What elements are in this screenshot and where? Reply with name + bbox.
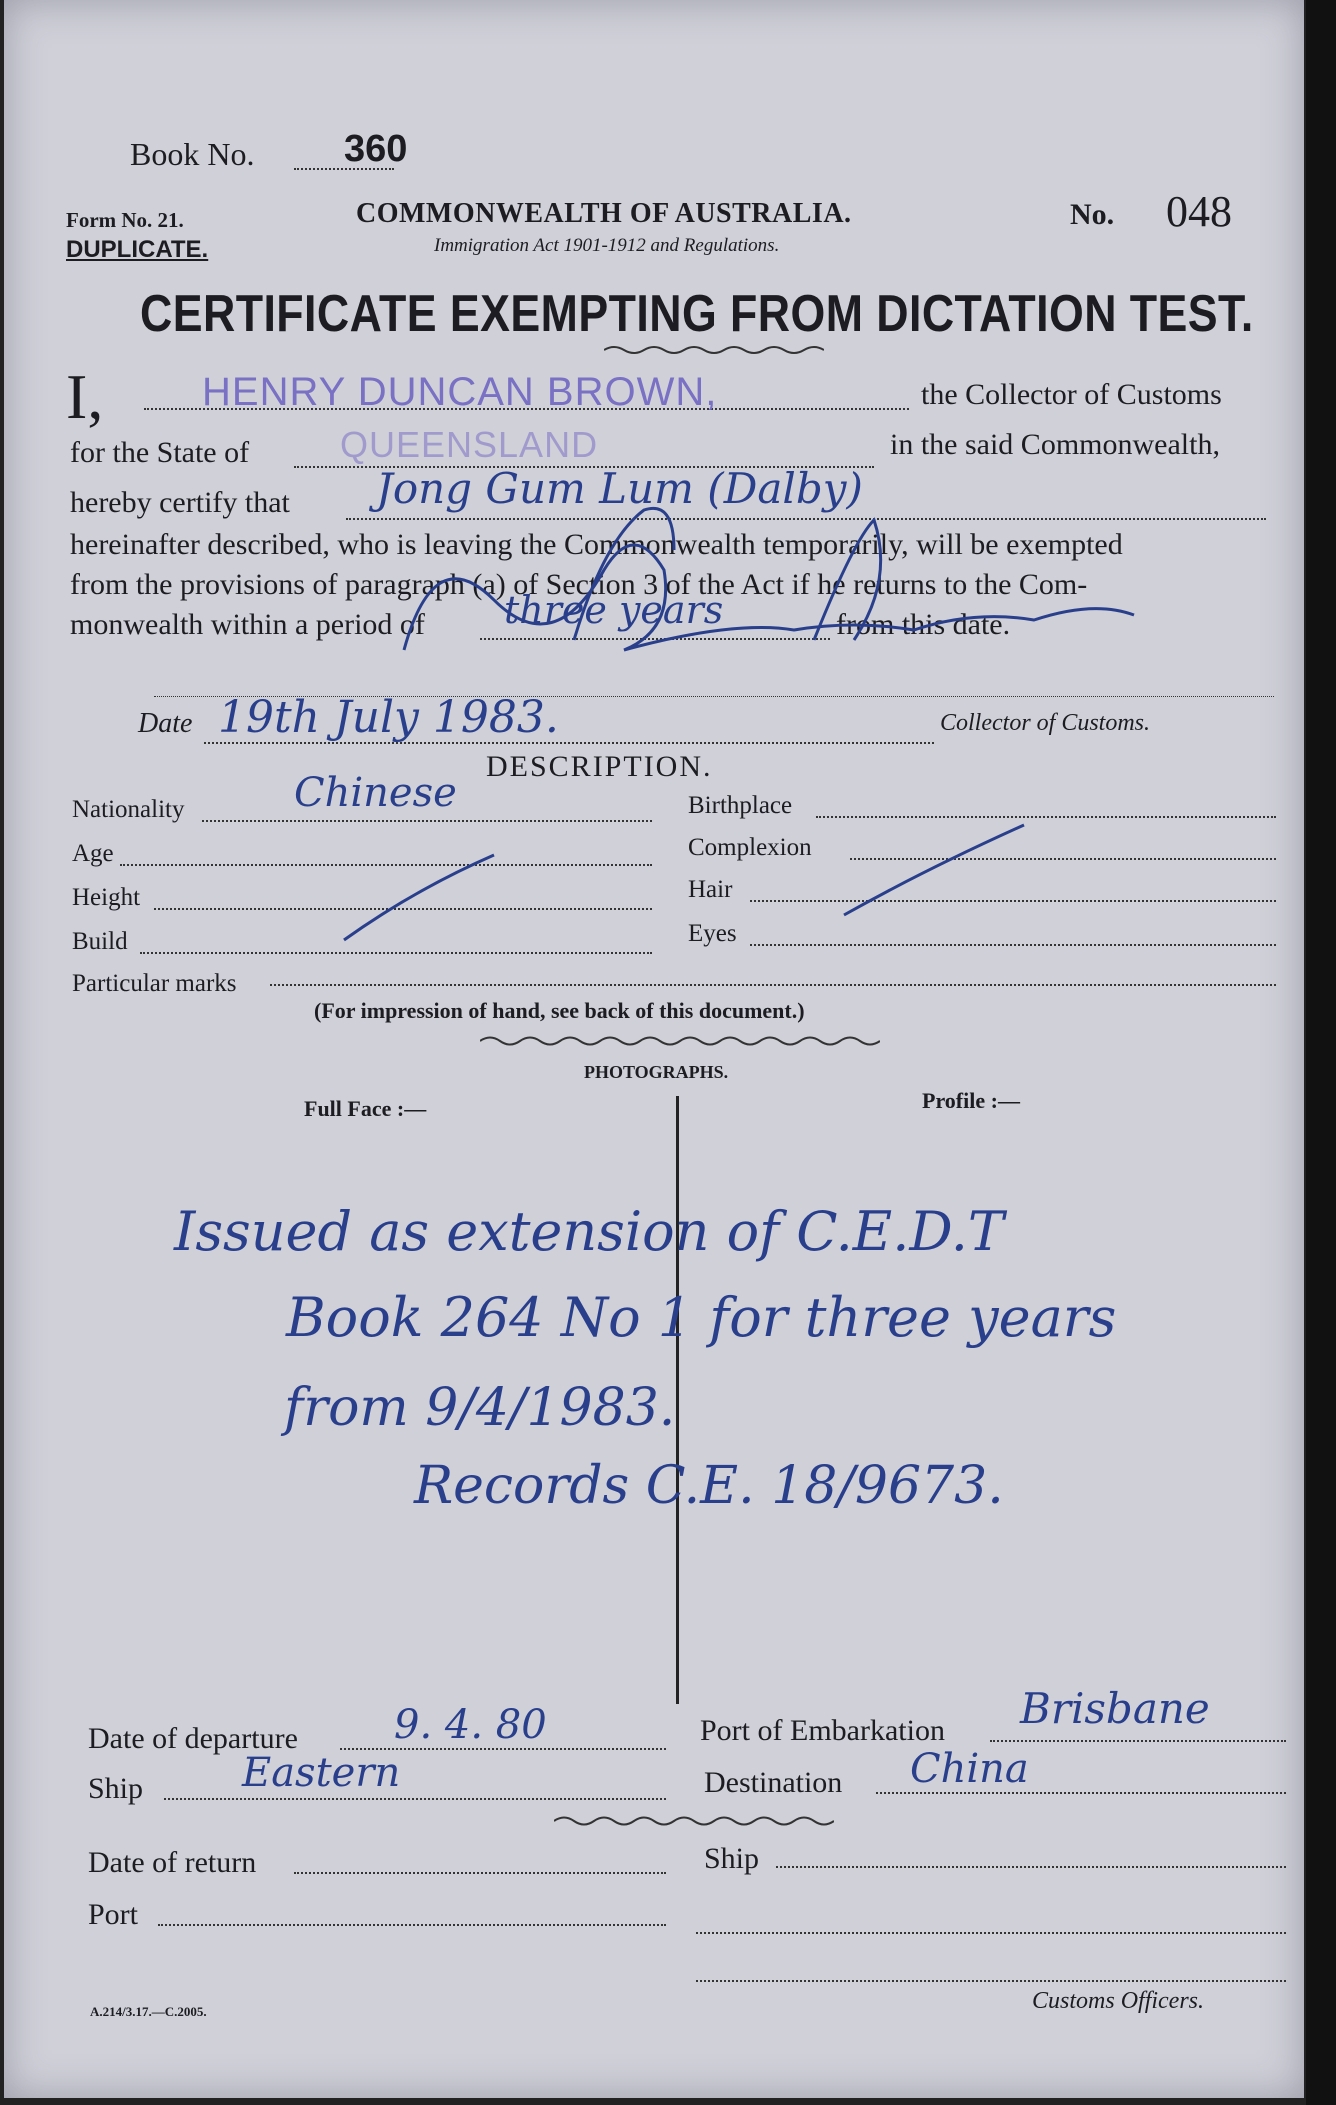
ship2-line xyxy=(776,1866,1286,1868)
scan-edge xyxy=(1306,0,1336,2105)
commonwealth-heading: COMMONWEALTH OF AUSTRALIA. xyxy=(356,198,852,229)
collector-name-stamp: HENRY DUNCAN BROWN, xyxy=(202,370,718,414)
no-label: No. xyxy=(1070,198,1115,231)
print-code: A.214/3.17.—C.2005. xyxy=(90,2004,207,2019)
description-dash-stroke-left xyxy=(334,850,504,950)
birthplace-label: Birthplace xyxy=(688,792,793,819)
collector-title: Collector of Customs. xyxy=(940,710,1151,736)
age-label: Age xyxy=(72,840,114,867)
cert-line-6b: from this date. xyxy=(836,608,1011,641)
certificate-document xyxy=(4,0,1304,2098)
travel-ornament xyxy=(554,1814,834,1828)
return-date-line xyxy=(294,1872,666,1874)
destination-value: China xyxy=(910,1746,1029,1792)
note-line-3: from 9/4/1983. xyxy=(284,1378,676,1438)
destination-line xyxy=(876,1792,1286,1794)
embarkation-label: Port of Embarkation xyxy=(700,1714,945,1747)
full-face-label: Full Face :— xyxy=(304,1096,427,1121)
port-label: Port xyxy=(88,1898,139,1931)
height-label: Height xyxy=(72,884,141,911)
particular-marks-line xyxy=(270,984,1276,986)
photographs-heading: PHOTOGRAPHS. xyxy=(584,1062,729,1082)
embarkation-line xyxy=(990,1740,1286,1742)
birthplace-line xyxy=(816,816,1276,818)
officer-line-1 xyxy=(696,1932,1286,1934)
book-number: 360 xyxy=(344,128,408,170)
period-value: three years xyxy=(504,588,724,632)
collector-of-customs-text: the Collector of Customs xyxy=(921,378,1222,411)
build-line xyxy=(140,952,652,954)
act-reference: Immigration Act 1901-1912 and Regulations. xyxy=(434,235,780,256)
certificate-number: 048 xyxy=(1166,187,1232,236)
departure-value: 9. 4. 80 xyxy=(394,1702,547,1748)
hand-note-ornament xyxy=(480,1034,880,1048)
port-line xyxy=(158,1924,666,1926)
ship-line xyxy=(164,1798,666,1800)
date-value: 19th July 1983. xyxy=(218,692,559,743)
nationality-line xyxy=(202,820,652,822)
i-pronoun: I, xyxy=(66,361,104,432)
ship-label: Ship xyxy=(88,1772,144,1805)
eyes-line xyxy=(750,944,1276,946)
cert-line-5: from the provisions of paragraph (a) of Section 3 of the Act if he returns to the Com- xyxy=(70,568,1088,601)
eyes-label: Eyes xyxy=(688,920,737,947)
embarkation-value: Brisbane xyxy=(1020,1684,1210,1733)
collector-signature xyxy=(374,480,1154,700)
duplicate-label: DUPLICATE. xyxy=(66,236,209,263)
departure-label: Date of departure xyxy=(88,1722,298,1755)
said-commonwealth-text: in the said Commonwealth, xyxy=(890,428,1220,461)
profile-label: Profile :— xyxy=(922,1088,1020,1113)
complexion-label: Complexion xyxy=(688,834,812,861)
title-underline-ornament xyxy=(604,344,824,356)
hand-impression-note: (For impression of hand, see back of this document.) xyxy=(314,998,805,1023)
customs-officers-label: Customs Officers. xyxy=(1032,1988,1205,2014)
note-line-4: Records C.E. 18/9673. xyxy=(414,1456,1004,1516)
build-label: Build xyxy=(72,928,128,955)
officer-line-2 xyxy=(696,1980,1286,1982)
cert-line-4: hereinafter described, who is leaving the Commonwealth temporarily, will be exempted xyxy=(70,528,1123,561)
return-date-label: Date of return xyxy=(88,1846,257,1879)
nationality-value: Chinese xyxy=(294,770,457,816)
state-stamp: QUEENSLAND xyxy=(340,424,599,465)
description-heading: DESCRIPTION. xyxy=(486,750,713,783)
document-title: CERTIFICATE EXEMPTING FROM DICTATION TEST. xyxy=(140,285,1254,343)
certify-label: hereby certify that xyxy=(70,486,290,519)
ship-value: Eastern xyxy=(242,1750,401,1796)
form-number: Form No. 21. xyxy=(66,208,184,232)
person-name: Jong Gum Lum (Dalby) xyxy=(376,464,863,513)
note-line-2: Book 264 No 1 for three years xyxy=(286,1286,1117,1349)
book-label: Book No. xyxy=(130,136,255,172)
hair-label: Hair xyxy=(688,876,733,903)
description-dash-stroke-right xyxy=(834,820,1034,920)
destination-label: Destination xyxy=(704,1766,843,1799)
date-label: Date xyxy=(138,708,193,739)
note-line-1: Issued as extension of C.E.D.T xyxy=(174,1200,1004,1263)
cert-line-6a: monwealth within a period of xyxy=(70,608,425,641)
photo-divider xyxy=(676,1096,679,1704)
ship2-label: Ship xyxy=(704,1842,760,1875)
state-label: for the State of xyxy=(70,436,250,469)
particular-marks-label: Particular marks xyxy=(72,970,237,997)
nationality-label: Nationality xyxy=(72,796,185,823)
